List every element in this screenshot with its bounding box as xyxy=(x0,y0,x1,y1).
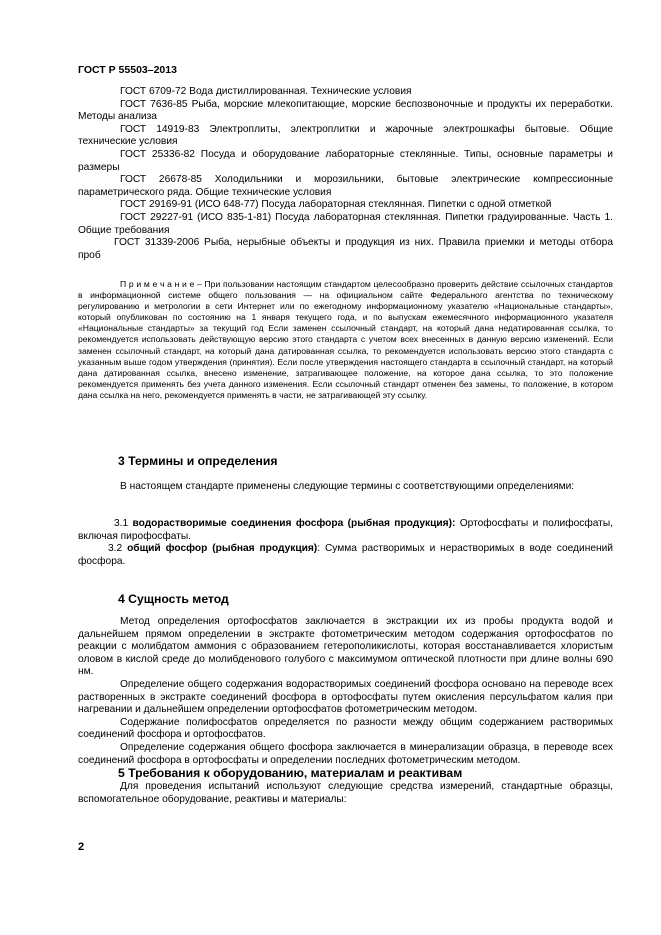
term-number: 3.2 xyxy=(108,543,128,555)
section-4-paragraph: Определение содержания общего фосфора заключается в минерализации образца, в переводе всех соединений фосфора в ортофосфаты и определении последних фотометрическим методом. xyxy=(78,741,613,766)
reference-item: ГОСТ 29227-91 (ИСО 835-1-81) Посуда лабораторная стеклянная. Пипетки градуированные. Часть 1. Общие требования xyxy=(78,211,613,236)
section-3-intro xyxy=(78,478,613,496)
reference-item: ГОСТ 31339-2006 Рыба, нерыбные объекты и продукция из них. Правила приемки и методы отбора проб xyxy=(78,237,613,261)
term-name: общий фосфор (рыбная продукция) xyxy=(127,543,318,555)
section-3-terms xyxy=(78,518,613,568)
term-definition: : Сумма растворимых и нерастворимых в воде соединений фосфора. xyxy=(78,543,613,567)
reference-item: ГОСТ 25336-82 Посуда и оборудование лабораторные стеклянные. Типы, основные параметры и размеры xyxy=(78,148,613,173)
note-label: П р и м е ч а н и е xyxy=(120,279,195,289)
note-block xyxy=(78,279,613,401)
reference-item: ГОСТ 6709-72 Вода дистиллированная. Технические условия xyxy=(120,86,412,97)
section-4-paragraph: Содержание полифосфатов определяется по разности между общим содержанием растворимых соединений фосфора и ортофосфатов. xyxy=(78,716,613,741)
section-5-body xyxy=(78,781,613,806)
section-3-intro-text: В настоящем стандарте применены следующие термины с соответствующими определениями: xyxy=(120,481,575,492)
document-code: ГОСТ Р 55503–2013 xyxy=(78,64,177,76)
term-3-1 xyxy=(78,518,613,543)
section-5-title: 5 Требования к оборудованию, материалам и реактивам xyxy=(118,766,463,780)
note-text: – При пользовании настоящим стандартом целесообразно проверить действие ссылочных стандартов в информационной системе общего пользования — на официальном сайте Федерального агентства по техническому регулированию и метрологии в сети Интернет или по ежегодному информационному указателю «Национальные стандарты», который опубликован по состоянию на 1 января текущего года, и по выпускам ежемесячного информационного указателя «Национальные стандарты» за текущий год Если заменен ссылочный стандарт, на который дана недатированная ссылка, то рекомендуется использовать действующую версию этого стандарта с учетом всех внесенных в данную версию изменений. Если заменен ссылочный стандарт, на который дана датированная ссылка, то рекомендуется использовать версию этого стандарта с указанным выше годом утверждения (принятия). Если после утверждения настоящего стандарта в ссылочный стандарт, на который дана датированная ссылка, внесено изменение, затрагивающее положение, на которое дана ссылка, то это положение рекомендуется применять без учета данного изменения. Если ссылочный стандарт отменен без замены, то положение, в котором дана ссылка на него, рекомендуется применять в части, не затрагивающей эту ссылку. xyxy=(78,279,613,400)
reference-item: ГОСТ 29169-91 (ИСО 648-77) Посуда лабораторная стеклянная. Пипетки с одной отметкой xyxy=(120,199,552,211)
reference-item: ГОСТ 14919-83 Электроплиты, электроплитки и жарочные электрошкафы бытовые. Общие технические условия xyxy=(78,123,613,148)
page-number: 2 xyxy=(78,841,85,853)
term-number: 3.1 xyxy=(114,518,133,529)
term-name: водорастворимые соединения фосфора (рыбная продукция): xyxy=(132,518,456,529)
term-definition: Ортофосфаты и полифосфаты, включая пирофосфаты. xyxy=(78,518,613,542)
section-3-title: 3 Термины и определения xyxy=(118,454,278,468)
section-4-paragraph: Определение общего содержания водорастворимых соединений фосфора основано на переводе всех растворенных в экстракте соединений фосфора в ортофосфаты путем окисления персульфатом калия при нагревании и дальнейшем определении ортофосфатов фотометрическим методом. xyxy=(78,678,613,716)
section-5-intro: Для проведения испытаний используют следующие средства измерений, стандартные образцы, вспомогательное оборудование, реактивы и материалы: xyxy=(78,781,613,805)
section-4-body xyxy=(78,616,613,767)
reference-item: ГОСТ 26678-85 Холодильники и морозильники, бытовые электрические компрессионные параметрического ряда. Общие технические условия xyxy=(78,174,613,198)
term-3-2 xyxy=(78,543,613,568)
section-4-title: 4 Сущность метод xyxy=(118,592,229,606)
reference-item: ГОСТ 7636-85 Рыба, морские млекопитающие, морские беспозвоночные и продукты их переработки. Методы анализа xyxy=(78,98,613,123)
normative-references xyxy=(78,86,613,262)
section-4-paragraph: Метод определения ортофосфатов заключается в экстракции их из пробы продукта водой и дальнейшем прямом определении в экстракте фотометрическим методом содержания ортофосфатов по реакции с молибдатом аммония с образованием гетерополикислоты, которая восстанавливается хлористым оловом в кислой среде до молибденового голубого с максимумом оптической плотности при длине волны 690 нм. xyxy=(78,616,613,678)
